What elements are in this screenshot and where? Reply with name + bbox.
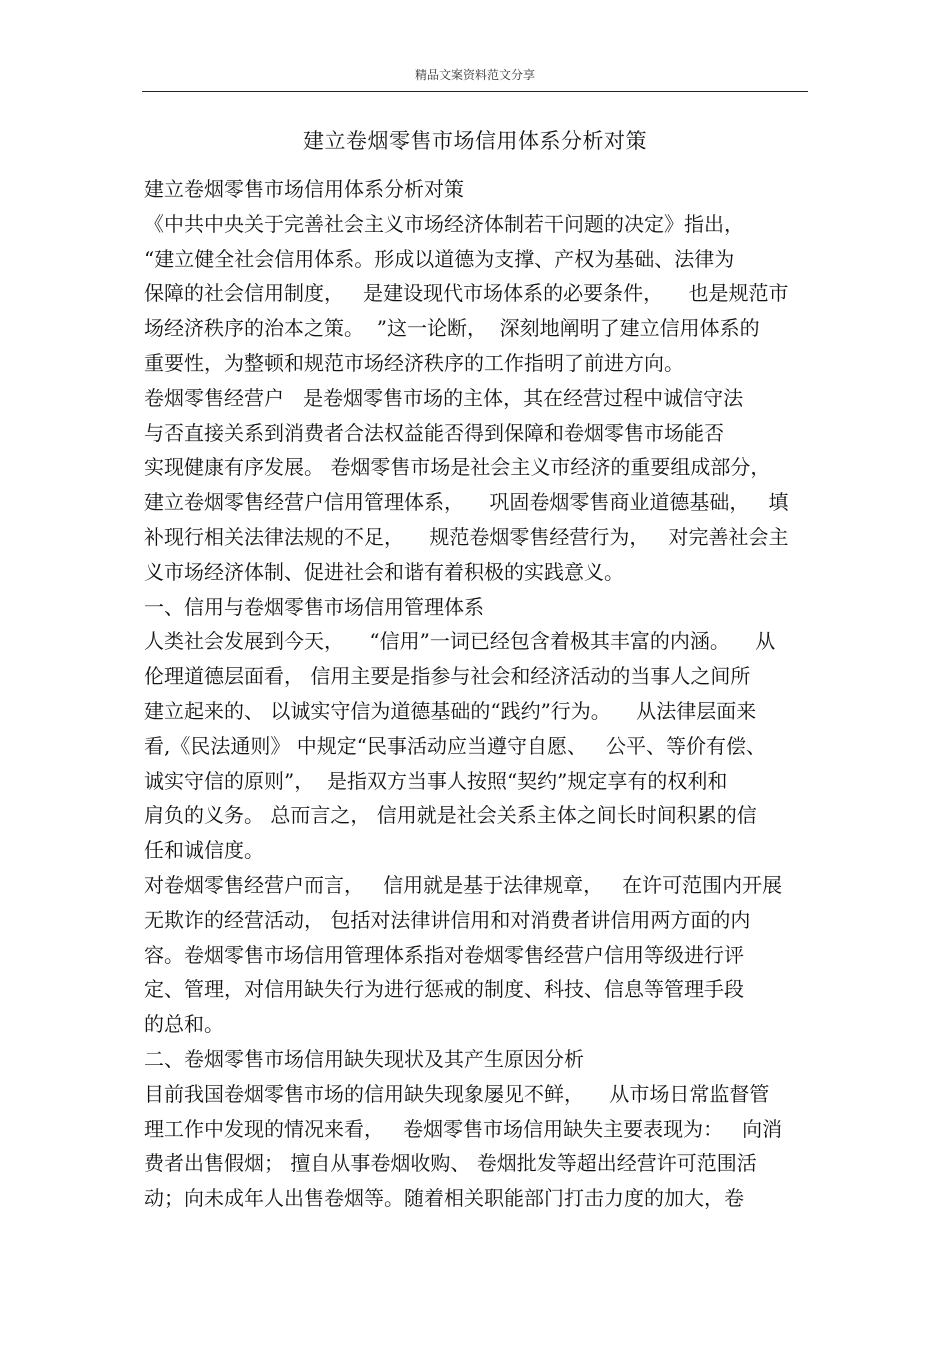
- text-line: 建立卷烟零售市场信用体系分析对策: [144, 177, 464, 201]
- text-line: 费者出售假烟； 擅自从事卷烟收购、 卷烟批发等超出经营许可范围活: [144, 1151, 757, 1176]
- section-heading: 一、信用与卷烟零售市场信用管理体系: [144, 594, 484, 619]
- text-line: 人类社会发展到今天， “信用”一词已经包含着极其丰富的内涵。 从: [144, 629, 776, 654]
- document-body: [144, 172, 810, 1216]
- text-line: 义市场经济体制、促进社会和谐有着积极的实践意义。: [144, 559, 624, 584]
- text-line: 对卷烟零售经营户而言， 信用就是基于法律规章， 在许可范围内开展: [144, 872, 783, 897]
- document-title: 建立卷烟零售市场信用体系分析对策: [303, 129, 647, 153]
- text-line: 场经济秩序的治本之策。 ”这一论断， 深刻地阐明了建立信用体系的: [144, 316, 760, 341]
- text-line: 建立起来的、 以诚实守信为道德基础的“践约”行为。 从法律层面来: [144, 698, 757, 723]
- section-heading: 二、卷烟零售市场信用缺失现状及其产生原因分析: [144, 1046, 584, 1071]
- text-line: 动；向未成年人出售卷烟等。随着相关职能部门打击力度的加大，卷: [144, 1186, 744, 1211]
- text-line: 理工作中发现的情况来看， 卷烟零售市场信用缺失主要表现为： 向消: [144, 1116, 783, 1141]
- text-line: 实现健康有序发展。 卷烟零售市场是社会主义市经济的重要组成部分，: [144, 455, 771, 480]
- text-line: 任和诚信度。: [144, 838, 264, 863]
- text-line: 的总和。: [144, 1012, 224, 1037]
- text-line: 肩负的义务。 总而言之， 信用就是社会关系主体之间长时间积累的信: [144, 803, 757, 828]
- text-line: 重要性，为整顿和规范市场经济秩序的工作指明了前进方向。: [144, 350, 684, 375]
- header-text: 精品文案资料范文分享: [414, 68, 535, 82]
- text-line: “建立健全社会信用体系。形成以道德为支撑、产权为基础、法律为: [144, 246, 735, 271]
- text-line: 定、管理，对信用缺失行为进行惩戒的制度、科技、信息等管理手段: [144, 977, 744, 1002]
- text-line: 《中共中央关于完善社会主义市场经济体制若干问题的决定》指出，: [144, 211, 744, 236]
- text-line: 目前我国卷烟零售市场的信用缺失现象屡见不鲜， 从市场日常监督管: [144, 1081, 770, 1106]
- text-line: 卷烟零售经营户 是卷烟零售市场的主体，其在经营过程中诚信守法: [144, 385, 744, 410]
- text-line: 与否直接关系到消费者合法权益能否得到保障和卷烟零售市场能否: [144, 420, 724, 445]
- text-line: 看,《民法通则》 中规定“民事活动应当遵守自愿、 公平、等价有偿、: [144, 733, 767, 758]
- text-line: 伦理道德层面看， 信用主要是指参与社会和经济活动的当事人之间所: [144, 664, 751, 689]
- text-line: 容。卷烟零售市场信用管理体系指对卷烟零售经营户信用等级进行评: [144, 942, 744, 967]
- text-line: 建立卷烟零售经营户信用管理体系， 巩固卷烟零售商业道德基础， 填: [144, 490, 789, 515]
- text-line: 补现行相关法律法规的不足， 规范卷烟零售经营行为， 对完善社会主: [144, 524, 789, 549]
- header-divider: [142, 91, 808, 92]
- text-line: 诚实守信的原则”， 是指双方当事人按照“契约”规定享有的权利和: [144, 768, 728, 793]
- text-line: 无欺诈的经营活动， 包括对法律讲信用和对消费者讲信用两方面的内: [144, 907, 751, 932]
- text-line: 保障的社会信用制度， 是建设现代市场体系的必要条件， 也是规范市: [144, 281, 789, 306]
